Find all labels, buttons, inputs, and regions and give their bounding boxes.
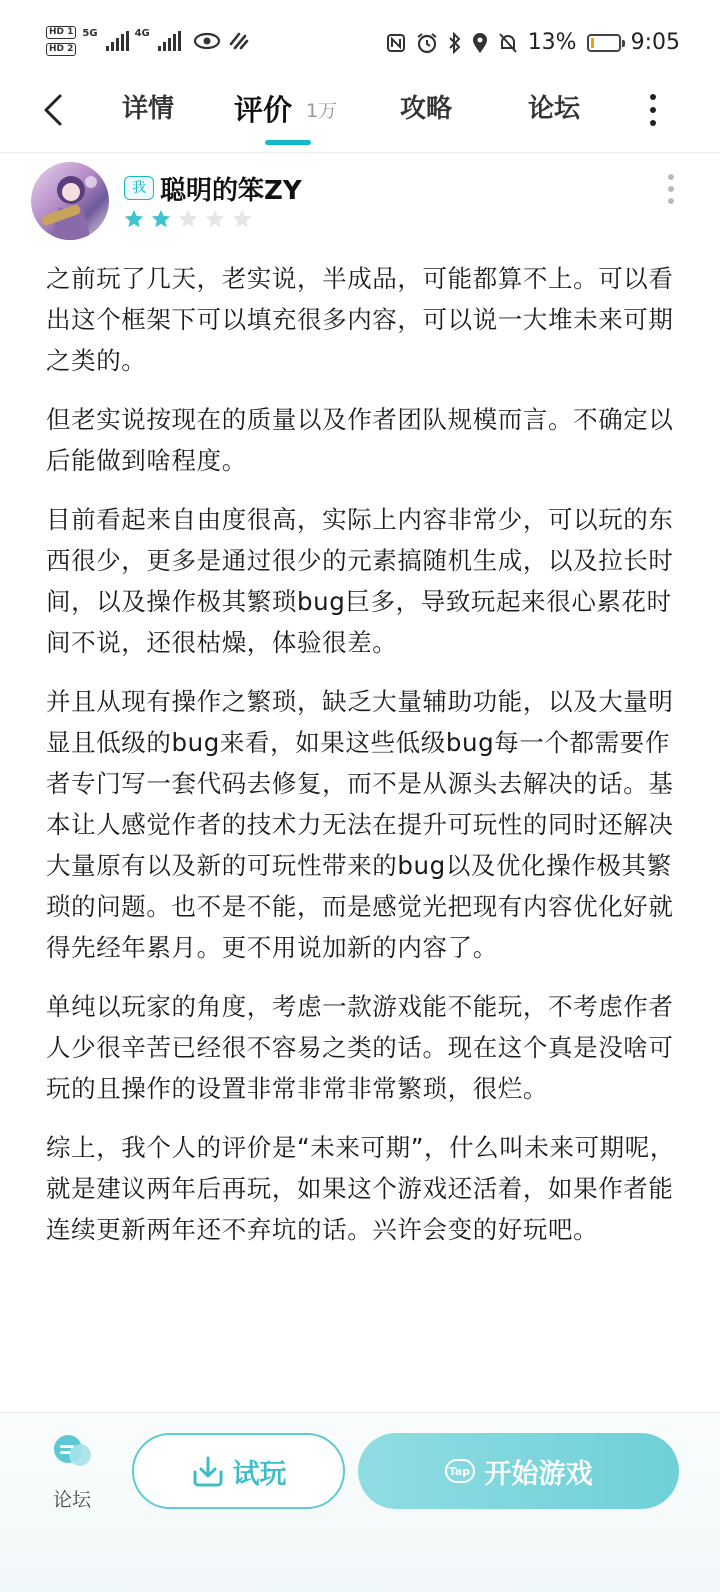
- trial-button[interactable]: [132, 1433, 345, 1509]
- signal-icon: [106, 31, 129, 51]
- alarm-icon: [416, 32, 438, 54]
- review-paragraph: 单纯以玩家的角度，考虑一款游戏能不能玩，不考虑作者人少很辛苦已经很不容易之类的话。现在这个真是没啥可玩的且操作的设置非常非常非常繁琐，很烂。: [46, 992, 674, 1103]
- network-type-2: 4G: [134, 27, 150, 39]
- tab-forum[interactable]: 论坛: [528, 94, 581, 124]
- star-empty-icon: [231, 208, 253, 230]
- review-count: 1万: [306, 100, 338, 122]
- data-saver-icon: [227, 30, 251, 52]
- hd2-badge: HD 2: [46, 43, 76, 56]
- back-arrow-icon[interactable]: [40, 90, 70, 130]
- more-options-icon[interactable]: [650, 94, 658, 133]
- review-paragraph: 之前玩了几天，老实说，半成品，可能都算不上。可以看出这个框架下可以填充很多内容，可以说一大堆未来可期之类的。: [46, 264, 674, 375]
- avatar[interactable]: [31, 162, 109, 240]
- tab-guides[interactable]: 攻略: [400, 94, 453, 124]
- taptap-logo-icon: Tap: [445, 1459, 475, 1483]
- nfc-icon: [386, 33, 406, 53]
- chat-bubble-icon: [50, 1433, 94, 1473]
- tab-details[interactable]: 详情: [122, 94, 175, 124]
- status-left: [46, 26, 251, 56]
- sim-indicators: [46, 26, 76, 56]
- clock-time: 9:05: [630, 30, 680, 55]
- start-game-label: 开始游戏: [484, 1458, 593, 1490]
- forum-label: 论坛: [52, 1489, 91, 1511]
- forum-button[interactable]: [44, 1433, 100, 1512]
- avatar-illustration: [31, 162, 109, 240]
- battery-percent: 13%: [527, 30, 577, 55]
- review-paragraph: 综上，我个人的评价是“未来可期”，什么叫未来可期呢，就是建议两年后再玩，如果这个游戏还活着，如果作者能连续更新两年还不弃坑的话。兴许会变的好玩吧。: [46, 1133, 675, 1244]
- review-more-icon[interactable]: [668, 174, 674, 210]
- trial-label: 试玩: [232, 1458, 287, 1490]
- star-empty-icon: [177, 208, 199, 230]
- eye-icon: [193, 31, 221, 51]
- battery-icon: [587, 34, 621, 52]
- bottom-action-bar: [0, 1412, 720, 1592]
- star-filled-icon: [150, 208, 172, 230]
- star-empty-icon: [204, 208, 226, 230]
- mute-bell-icon: [498, 32, 518, 54]
- me-tag: 我: [124, 176, 154, 200]
- active-tab-indicator: [265, 140, 311, 145]
- signal-icon-2: [158, 31, 181, 51]
- review-paragraph: 并且从现有操作之繁琐，缺乏大量辅助功能，以及大量明显且低级的bug来看，如果这些低级bug每一个都需要作者专门写一套代码去修复，而不是从源头去解决的话。基本让人感觉作者的技术力无法在提升可玩性的同时还解决大量原有以及新的可玩性带来的bug以及优化操作极其繁琐的问题。也不是不能，而是感觉光把现有内容优化好就得先经年累月。更不用说加新的内容了。: [46, 687, 674, 962]
- review-paragraph: 目前看起来自由度很高，实际上内容非常少，可以玩的东西很少，更多是通过很少的元素搞随机生成，以及拉长时间，以及操作极其繁琐bug巨多，导致玩起来很心累花时间不说，还很枯燥，体验很差。: [46, 505, 674, 657]
- start-game-button[interactable]: [358, 1433, 679, 1509]
- tab-reviews[interactable]: 评价: [234, 93, 293, 127]
- top-nav: [0, 70, 720, 153]
- bluetooth-icon: [448, 32, 462, 54]
- hd1-badge: HD 1: [46, 26, 76, 39]
- review-content: [46, 258, 676, 1268]
- location-icon: [472, 32, 488, 54]
- review-paragraph: 但老实说按现在的质量以及作者团队规模而言。不确定以后能做到啥程度。: [46, 405, 674, 475]
- star-filled-icon: [123, 208, 145, 230]
- status-right: [386, 30, 680, 55]
- rating-stars: [123, 208, 253, 230]
- download-icon: [191, 1454, 225, 1488]
- username[interactable]: 聪明的笨ZY: [160, 176, 302, 206]
- network-type-1: 5G: [82, 27, 98, 39]
